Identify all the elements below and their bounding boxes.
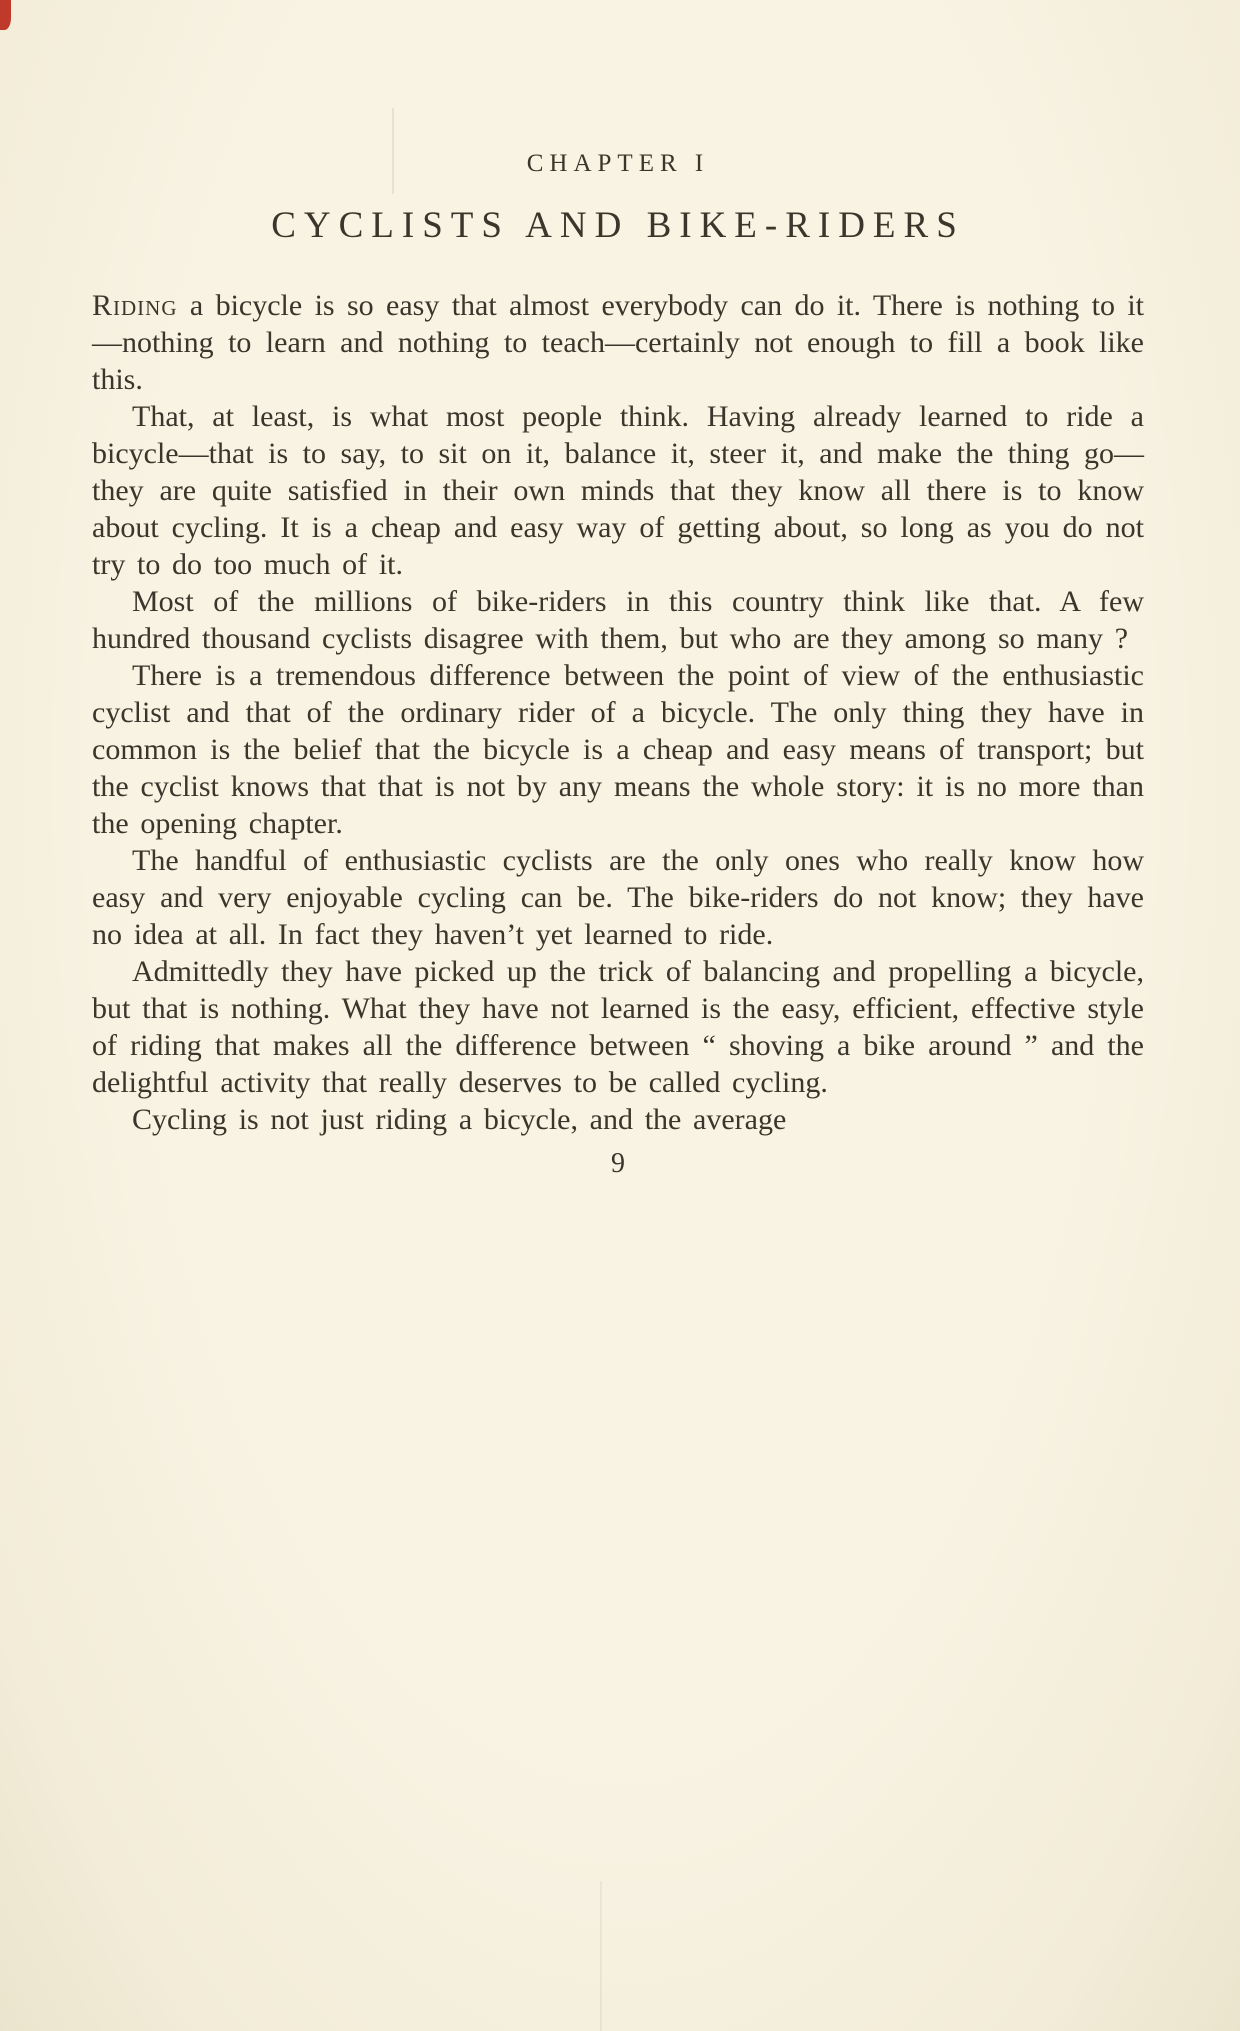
scan-artifact-red-mark bbox=[0, 0, 11, 30]
paragraph-opening bbox=[92, 287, 1144, 398]
paragraph: Most of the millions of bike-riders in this country think like that. A few hundred thousand cyclists disagree with them, but who are they among so many ? bbox=[92, 585, 1144, 655]
paragraph: That, at least, is what most people think. Having already learned to ride a bicycle—that is to say, to sit on it, balance it, steer it, and make the thing go—they are quite satisfied in their own minds that they know all there is to know about cycling. It is a cheap and easy way of getting about, so long as you do not try to do too much of it. bbox=[92, 400, 1144, 581]
page-title: CYCLISTS AND BIKE-RIDERS bbox=[271, 205, 965, 246]
paragraph: Admittedly they have picked up the trick of balancing and propelling a bicycle, but that is nothing. What they have not learned is the easy, efficient, effective style of riding that makes all the difference between “ shoving a bike around ” and the delightful activity that really deserves to be called cycling. bbox=[92, 955, 1144, 1099]
chapter-heading: CHAPTER I bbox=[526, 150, 710, 177]
scan-artifact-crease bbox=[600, 1881, 602, 2031]
lead-word: Riding bbox=[92, 289, 178, 322]
paragraph: There is a tremendous difference between the point of view of the enthusiastic cyclist and that of the ordinary rider of a bicycle. The only thing they have in common is the belief that the bicycle is a cheap and easy means of transport; but the cyclist knows that that is not by any means the whole story: it is no more than the opening chapter. bbox=[92, 659, 1144, 840]
paragraph: Cycling is not just riding a bicycle, and the average bbox=[132, 1103, 787, 1136]
paragraph: The handful of enthusiastic cyclists are the only ones who really know how easy and very enjoyable cycling can be. The bike-riders do not know; they have no idea at all. In fact they haven’t yet learned to ride. bbox=[92, 844, 1144, 951]
scan-artifact-line bbox=[392, 108, 394, 194]
opening-text: a bicycle is so easy that almost everybody can do it. There is nothing to it—nothing to learn and nothing to teach—certainly not enough to fill a book like this. bbox=[92, 289, 1144, 396]
page-number: 9 bbox=[611, 1148, 625, 1179]
